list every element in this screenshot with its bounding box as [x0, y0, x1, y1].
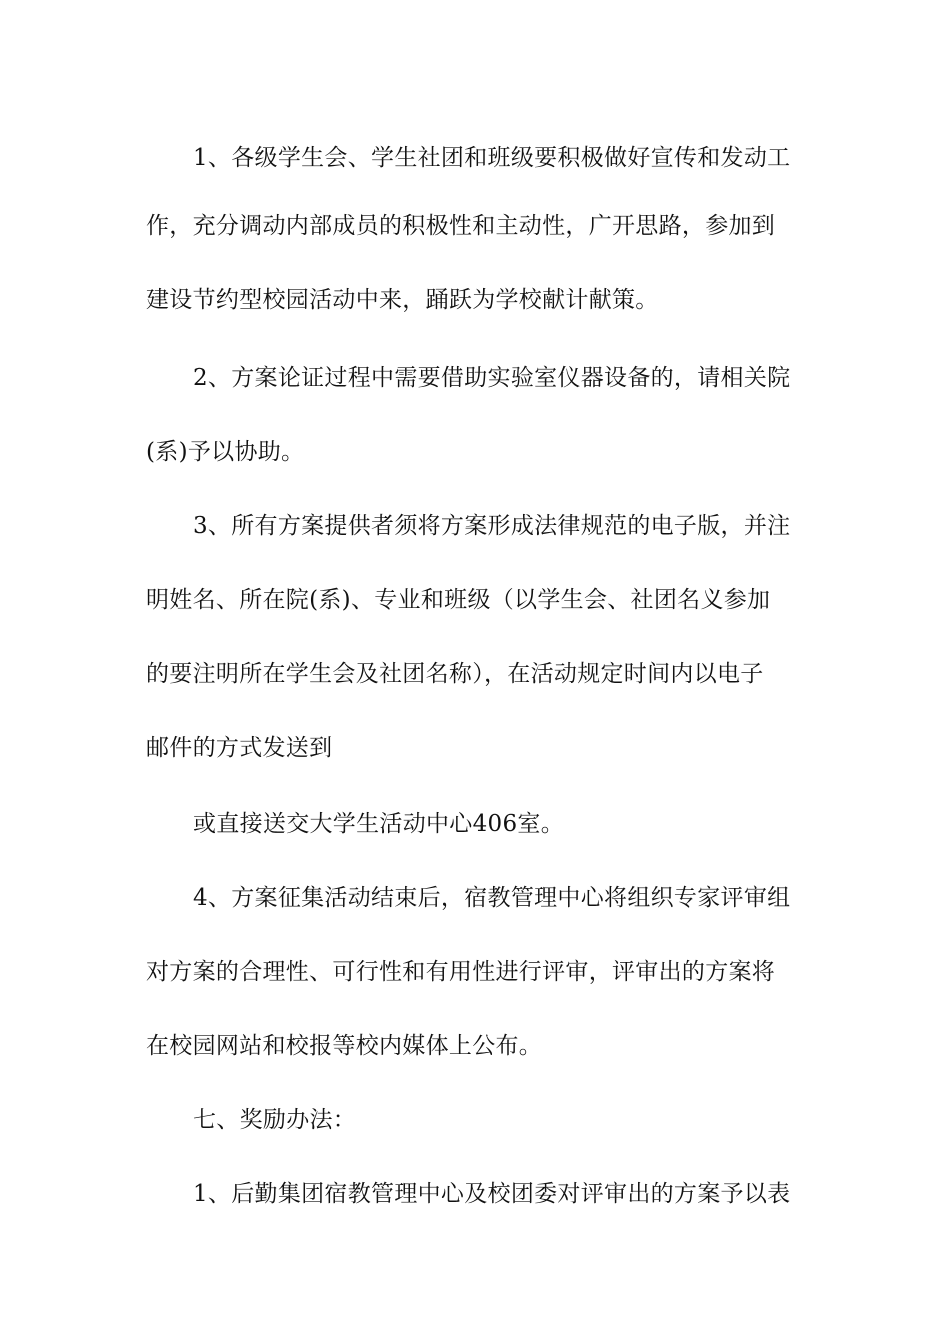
paragraph-3-line-3: 的要注明所在学生会及社团名称），在活动规定时间内以电子: [146, 661, 764, 687]
paragraph-3-line-2: 明姓名、所在院(系)、专业和班级（以学生会、社团名义参加: [146, 587, 771, 613]
section-heading-rewards: 七、奖励办法：: [193, 1107, 357, 1133]
paragraph-1-line-1: 1、各级学生会、学生社团和班级要积极做好宣传和发动工: [193, 145, 791, 171]
paragraph-4-line-1: 或直接送交大学生活动中心406室。: [193, 811, 564, 837]
paragraph-1-line-3: 建设节约型校园活动中来，踊跃为学校献计献策。: [146, 287, 659, 313]
paragraph-3-line-4: 邮件的方式发送到: [146, 735, 333, 761]
paragraph-1-line-2: 作，充分调动内部成员的积极性和主动性，广开思路，参加到: [146, 213, 776, 239]
paragraph-2-line-2: (系)予以协助。: [146, 439, 305, 465]
paragraph-5-line-2: 对方案的合理性、可行性和有用性进行评审，评审出的方案将: [146, 959, 776, 985]
paragraph-5-line-3: 在校园网站和校报等校内媒体上公布。: [146, 1033, 543, 1059]
paragraph-5-line-1: 4、方案征集活动结束后，宿教管理中心将组织专家评审组: [193, 885, 791, 911]
paragraph-2-line-1: 2、方案论证过程中需要借助实验室仪器设备的，请相关院: [193, 365, 791, 391]
paragraph-3-line-1: 3、所有方案提供者须将方案形成法律规范的电子版，并注: [193, 513, 791, 539]
paragraph-6-line-1: 1、后勤集团宿教管理中心及校团委对评审出的方案予以表: [193, 1181, 791, 1207]
